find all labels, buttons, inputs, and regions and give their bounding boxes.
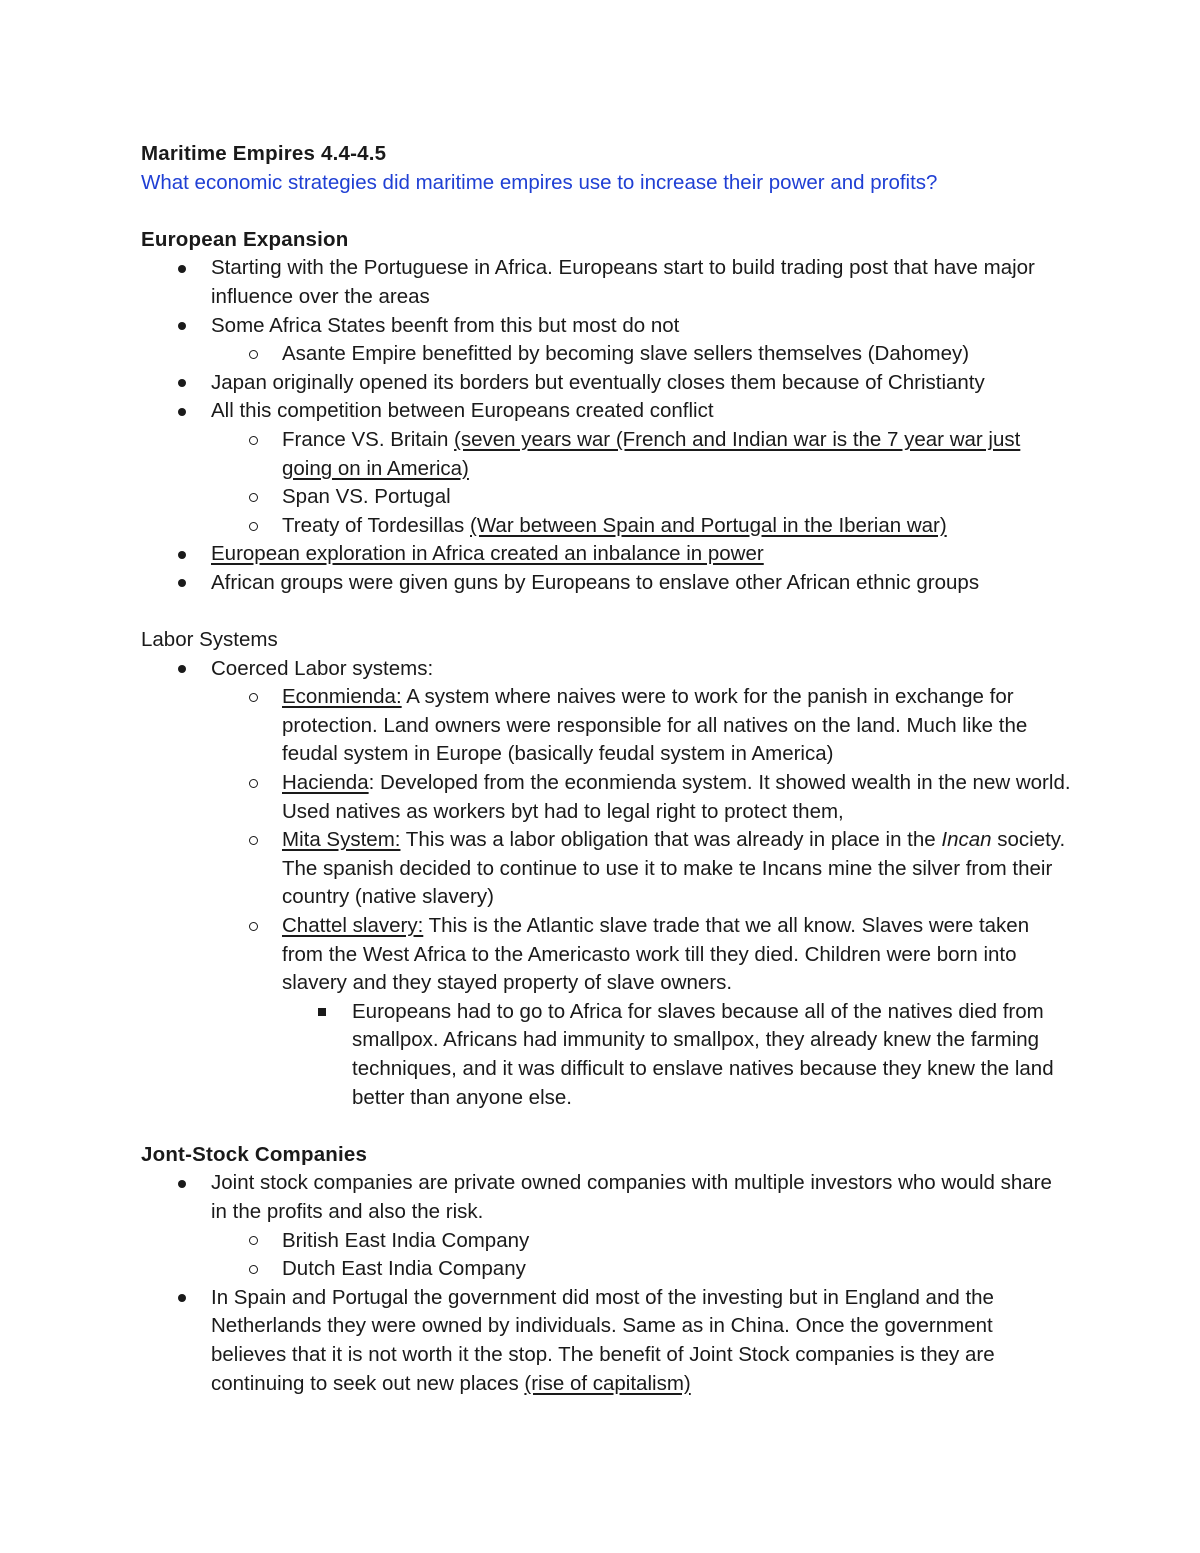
- circle-bullet-icon: [249, 826, 258, 855]
- list-item: [141, 540, 1071, 569]
- section-heading-labor-systems: Labor Systems: [141, 628, 278, 652]
- plain-text: In Spain and Portugal the government did most of the investing but in England and the Netherlands they were owned by individuals. Same as in China. Once the government believes that it is not worth it the stop. The benefit of Joint Stock companies is they are continuing to seek out new places: [211, 1285, 995, 1395]
- plain-text: Treaty of Tordesillas: [282, 513, 470, 537]
- list-item: [141, 512, 1071, 541]
- circle-bullet-icon: [249, 483, 258, 512]
- guiding-question: What economic strategies did maritime empires use to increase their power and profits?: [141, 170, 938, 194]
- plain-text: France VS. Britain: [282, 427, 455, 451]
- disc-bullet-icon: [178, 254, 186, 283]
- disc-bullet-icon: [178, 397, 186, 426]
- labor-systems-list: [141, 655, 1071, 1113]
- definition-text: society. The spanish decided to continue to use it to make te Incans mine the silver from their country (native slavery): [282, 828, 1066, 909]
- european-expansion-list: [141, 254, 1071, 597]
- list-item: [141, 1169, 1071, 1283]
- circle-bullet-icon: [249, 340, 258, 369]
- disc-bullet-icon: [178, 540, 186, 569]
- sub-list: [141, 683, 1071, 1112]
- list-item: [141, 1255, 1071, 1284]
- list-item-text: [282, 914, 1029, 994]
- circle-bullet-icon: [249, 769, 258, 798]
- list-item: [141, 998, 1071, 1112]
- list-item-text: Dutch East India Company: [282, 1257, 526, 1281]
- sub-sub-list: [141, 998, 1071, 1112]
- section-heading-joint-stock: Jont-Stock Companies: [141, 1142, 368, 1166]
- list-item: [141, 569, 1071, 598]
- italic-term: Incan: [941, 828, 992, 852]
- definition-text: This is the Atlantic slave trade that we all know. Slaves were taken from the West Africa to the Americasto work till they died. Children were born into slavery and they stayed property of slave owners.: [282, 914, 1030, 995]
- list-item-text: European exploration in Africa created an inbalance in power: [211, 542, 764, 566]
- list-item-text: Some Africa States beenft from this but most do not: [211, 313, 680, 337]
- underlined-note: (rise of capitalism): [524, 1371, 691, 1395]
- circle-bullet-icon: [249, 683, 258, 712]
- list-item: [141, 826, 1071, 912]
- list-item: [141, 312, 1071, 369]
- list-item-text: Coerced Labor systems:: [211, 656, 434, 680]
- list-item: [141, 1284, 1071, 1398]
- circle-bullet-icon: [249, 1255, 258, 1284]
- list-item: [141, 254, 1071, 311]
- list-item-text: Starting with the Portuguese in Africa. Europeans start to build trading post that have major influence over the areas: [211, 256, 1035, 308]
- term-chattel-slavery: Chattel slavery:: [282, 914, 424, 938]
- definition-text: A system where naives were to work for the panish in exchange for protection. Land owners were responsible for all natives on the land. Much like the feudal system in Europe (basically feudal system in America): [282, 685, 1028, 766]
- list-item: [141, 683, 1071, 769]
- list-item: [141, 369, 1071, 398]
- document-page: [141, 140, 1071, 1398]
- circle-bullet-icon: [249, 512, 258, 541]
- definition-text: : Developed from the econmienda system. It showed wealth in the new world. Used natives as workers byt had to legal right to protect them,: [282, 771, 1071, 823]
- underlined-note: (War between Spain and Portugal in the Iberian war): [470, 513, 947, 537]
- list-item-text: [282, 685, 1027, 765]
- list-item-text: Span VS. Portugal: [282, 485, 451, 509]
- list-item: [141, 1227, 1071, 1256]
- section-heading-european-expansion: European Expansion: [141, 227, 349, 251]
- list-item: [141, 483, 1071, 512]
- list-item-text: [282, 828, 1065, 908]
- disc-bullet-icon: [178, 1169, 186, 1198]
- list-item-text: [282, 428, 1020, 480]
- list-item-text: Europeans had to go to Africa for slaves because all of the natives died from smallpox. Africans had immunity to smallpox, they already knew the farming techniques, and it was difficult to enslave natives because they knew the land better than anyone else.: [352, 999, 1054, 1109]
- term-econmienda: Econmienda:: [282, 685, 402, 709]
- list-item: [141, 397, 1071, 540]
- circle-bullet-icon: [249, 1227, 258, 1256]
- term-mita-system: Mita System:: [282, 828, 401, 852]
- term-hacienda: Hacienda: [282, 771, 369, 795]
- list-item-text: Joint stock companies are private owned companies with multiple investors who would share in the profits and also the risk.: [211, 1171, 1052, 1223]
- underlined-note: (seven years war (French and Indian war is the 7 year war just going on in America): [282, 427, 1021, 480]
- sub-list: [141, 1227, 1071, 1284]
- list-item-text: [282, 771, 1071, 823]
- disc-bullet-icon: [178, 312, 186, 341]
- list-item-text: Asante Empire benefitted by becoming slave sellers themselves (Dahomey): [282, 342, 970, 366]
- list-item: [141, 340, 1071, 369]
- disc-bullet-icon: [178, 369, 186, 398]
- list-item-text: All this competition between Europeans created conflict: [211, 399, 714, 423]
- document-title: Maritime Empires 4.4-4.5: [141, 142, 387, 165]
- list-item-text: African groups were given guns by Europeans to enslave other African ethnic groups: [211, 570, 980, 594]
- list-item-text: British East India Company: [282, 1228, 530, 1252]
- list-item: [141, 655, 1071, 1113]
- square-bullet-icon: [318, 998, 326, 1027]
- list-item-text: Japan originally opened its borders but eventually closes them because of Christianty: [211, 370, 985, 394]
- disc-bullet-icon: [178, 655, 186, 684]
- joint-stock-list: [141, 1169, 1071, 1398]
- list-item: [141, 912, 1071, 1112]
- list-item-text: [282, 514, 947, 537]
- definition-text: This was a labor obligation that was already in place in the: [400, 828, 942, 852]
- circle-bullet-icon: [249, 426, 258, 455]
- disc-bullet-icon: [178, 1284, 186, 1313]
- list-item: [141, 426, 1071, 483]
- list-item: [141, 769, 1071, 826]
- circle-bullet-icon: [249, 912, 258, 941]
- sub-list: [141, 426, 1071, 540]
- disc-bullet-icon: [178, 569, 186, 598]
- list-item-text: [211, 1286, 995, 1395]
- sub-list: [141, 340, 1071, 369]
